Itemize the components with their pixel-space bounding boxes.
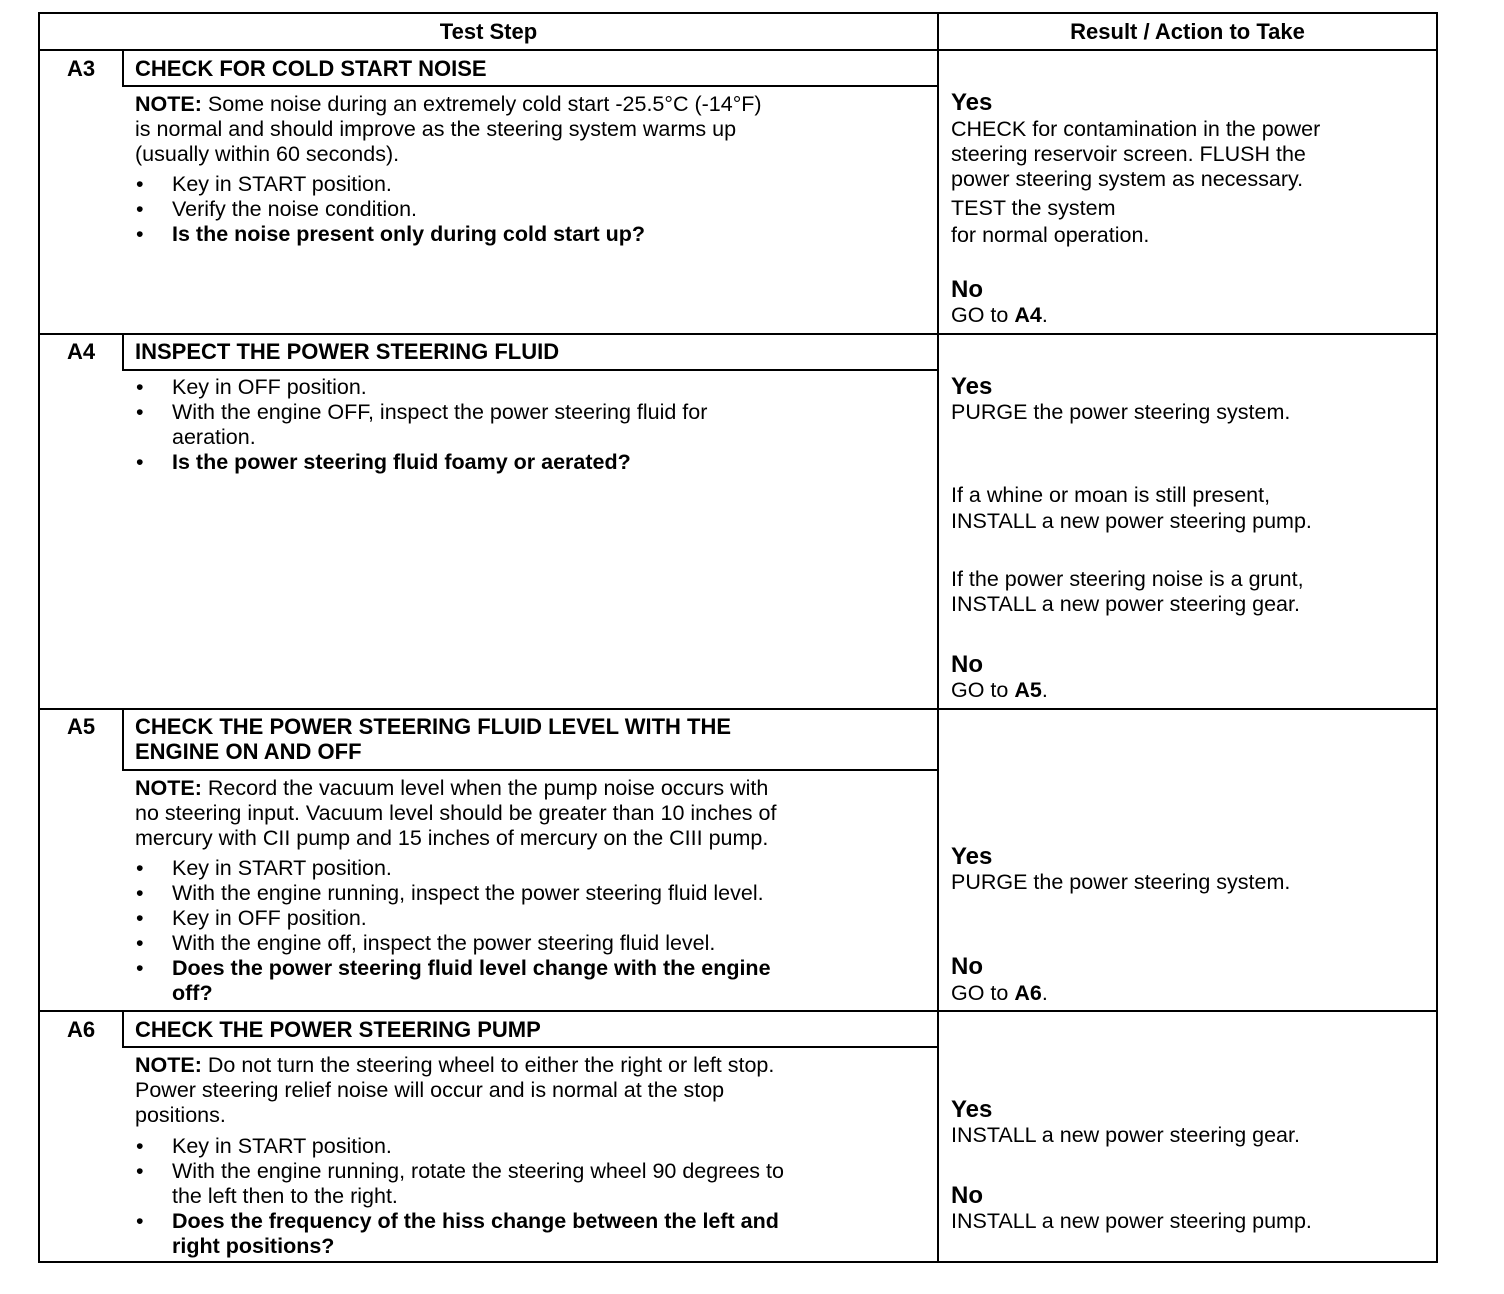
note-text: Do not turn the steering wheel to either the right or left stop. [201, 1053, 775, 1077]
goto-ref[interactable]: A4 [1014, 303, 1042, 327]
a5-bottom-rule [40, 1010, 1436, 1012]
goto-suffix: . [1041, 981, 1048, 1005]
step-bullet: Key in OFF position. [172, 906, 367, 930]
bullet-icon: • [136, 956, 144, 980]
step-bullet: With the engine running, rotate the steering wheel 90 degrees to [172, 1159, 784, 1183]
a3-bottom-rule [40, 333, 1436, 335]
step-bullet: Key in START position. [172, 856, 392, 880]
note-label: NOTE: [135, 92, 202, 116]
step-title-a5-line2: ENGINE ON AND OFF [135, 739, 362, 764]
note-text: no steering input. Vacuum level should be greater than 10 inches of [135, 801, 777, 825]
yes-label-a5: Yes [951, 843, 993, 870]
diagnostic-table [38, 12, 1438, 1263]
a6-title-rule [122, 1046, 937, 1048]
step-id-a6: A6 [66, 1017, 96, 1042]
step-title-a3: CHECK FOR COLD START NOISE [135, 56, 487, 81]
id-divider-a5 [122, 709, 124, 770]
yes-label-a6: Yes [951, 1096, 993, 1123]
result-text: CHECK for contamination in the power [951, 117, 1321, 141]
note-text: Record the vacuum level when the pump noise occurs with [201, 776, 769, 800]
result-text: If a whine or moan is still present, [951, 483, 1271, 507]
bullet-icon: • [136, 450, 144, 474]
goto-ref[interactable]: A6 [1014, 981, 1042, 1005]
a4-title-rule [122, 369, 937, 371]
step-bullet: With the engine running, inspect the power steering fluid level. [172, 881, 764, 905]
goto-ref[interactable]: A5 [1014, 678, 1042, 702]
result-text: INSTALL a new power steering pump. [951, 1209, 1312, 1233]
bullet-icon: • [136, 375, 144, 399]
step-question: off? [172, 981, 213, 1005]
step-title-a6: CHECK THE POWER STEERING PUMP [135, 1017, 541, 1042]
a5-title-rule [122, 769, 937, 771]
result-text: PURGE the power steering system. [951, 400, 1291, 424]
step-id-a3: A3 [66, 56, 96, 81]
note-text: Some noise during an extremely cold start -25.5°C (-14°F) [201, 92, 762, 116]
header-result: Result / Action to Take [1070, 19, 1305, 44]
result-text: power steering system as necessary. [951, 167, 1304, 191]
note-text: positions. [135, 1103, 226, 1127]
goto-a3 [951, 303, 1048, 328]
bullet-icon: • [136, 881, 144, 905]
goto-suffix: . [1041, 678, 1048, 702]
result-text: INSTALL a new power steering gear. [951, 592, 1300, 616]
note-text: (usually within 60 seconds). [135, 142, 400, 166]
note-text: mercury with CII pump and 15 inches of mercury on the CIII pump. [135, 826, 769, 850]
note-text: is normal and should improve as the steering system warms up [135, 117, 737, 141]
id-divider-a3 [122, 50, 124, 86]
bullet-icon: • [136, 1159, 144, 1183]
step-question: Is the power steering fluid foamy or aerated? [172, 450, 631, 474]
goto-prefix: GO to [951, 303, 1015, 327]
result-text: steering reservoir screen. FLUSH the [951, 142, 1306, 166]
result-text: PURGE the power steering system. [951, 870, 1291, 894]
goto-prefix: GO to [951, 981, 1015, 1005]
step-bullet: Verify the noise condition. [172, 197, 418, 221]
step-bullet: the left then to the right. [172, 1184, 398, 1208]
result-text: TEST the system [951, 196, 1116, 220]
step-bullet: With the engine off, inspect the power steering fluid level. [172, 931, 716, 955]
goto-suffix: . [1041, 303, 1048, 327]
goto-prefix: GO to [951, 678, 1015, 702]
note-a5 [135, 776, 768, 801]
step-bullet: aeration. [172, 425, 256, 449]
column-divider [937, 14, 939, 1261]
step-question: Does the frequency of the hiss change between the left and [172, 1209, 779, 1233]
bullet-icon: • [136, 1134, 144, 1158]
no-label-a4: No [951, 651, 983, 678]
bullet-icon: • [136, 1209, 144, 1233]
id-divider-a4 [122, 334, 124, 370]
step-title-a5: CHECK THE POWER STEERING FLUID LEVEL WITH THE [135, 714, 732, 739]
step-bullet: With the engine OFF, inspect the power steering fluid for [172, 400, 708, 424]
no-label-a6: No [951, 1182, 983, 1209]
result-text: INSTALL a new power steering gear. [951, 1123, 1300, 1147]
bullet-icon: • [136, 856, 144, 880]
result-text: INSTALL a new power steering pump. [951, 509, 1312, 533]
id-divider-a6 [122, 1011, 124, 1047]
step-question: Is the noise present only during cold start up? [172, 222, 646, 246]
note-label: NOTE: [135, 776, 202, 800]
step-question: Does the power steering fluid level change with the engine [172, 956, 771, 980]
yes-label-a3: Yes [951, 89, 993, 116]
goto-a4 [951, 678, 1048, 703]
header-test-step: Test Step [439, 19, 538, 44]
bullet-icon: • [136, 931, 144, 955]
bullet-icon: • [136, 400, 144, 424]
result-text: If the power steering noise is a grunt, [951, 567, 1304, 591]
note-a6 [135, 1053, 774, 1078]
no-label-a3: No [951, 276, 983, 303]
step-bullet: Key in OFF position. [172, 375, 367, 399]
goto-a5 [951, 981, 1048, 1006]
bullet-icon: • [136, 906, 144, 930]
note-text: Power steering relief noise will occur and is normal at the stop [135, 1078, 725, 1102]
step-id-a4: A4 [66, 339, 96, 364]
bullet-icon: • [136, 172, 144, 196]
no-label-a5: No [951, 953, 983, 980]
a4-bottom-rule [40, 708, 1436, 710]
a3-title-rule [122, 85, 937, 87]
note-a3 [135, 92, 762, 117]
yes-label-a4: Yes [951, 373, 993, 400]
step-id-a5: A5 [66, 714, 96, 739]
step-question: right positions? [172, 1234, 335, 1258]
step-bullet: Key in START position. [172, 172, 392, 196]
bullet-icon: • [136, 197, 144, 221]
step-bullet: Key in START position. [172, 1134, 392, 1158]
step-title-a4: INSPECT THE POWER STEERING FLUID [135, 339, 560, 364]
result-text: for normal operation. [951, 223, 1150, 247]
note-label: NOTE: [135, 1053, 202, 1077]
bullet-icon: • [136, 222, 144, 246]
